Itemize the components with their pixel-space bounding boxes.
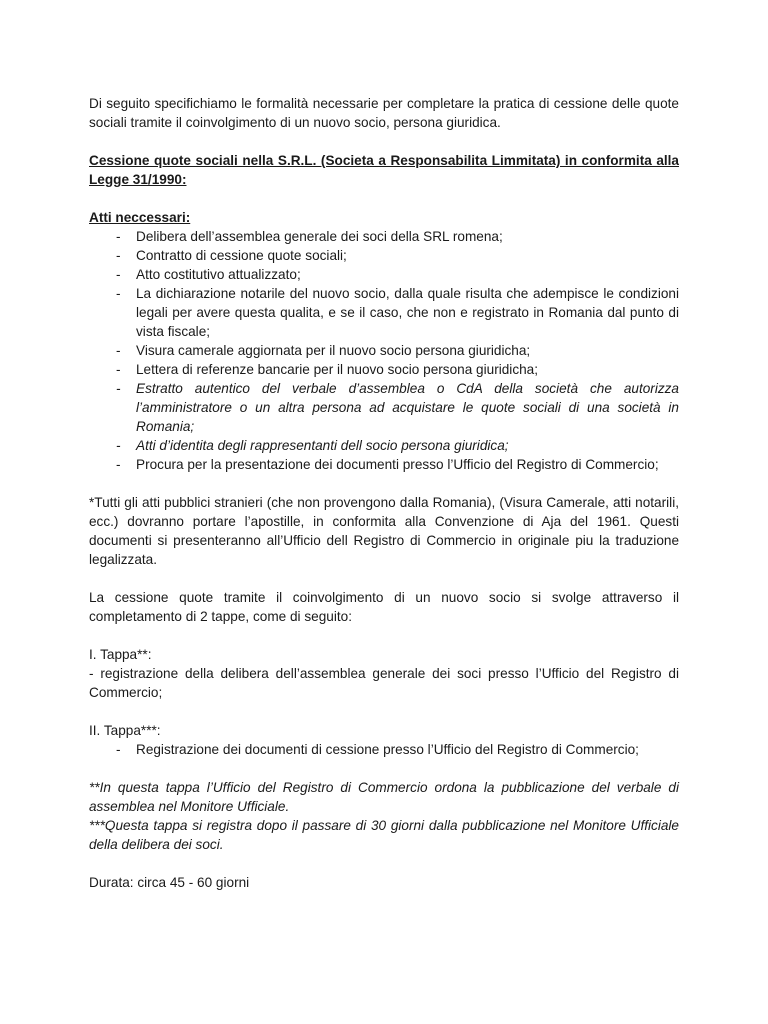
list-item: - Atto costitutivo attualizzato;	[89, 265, 679, 284]
foreign-acts-note: *Tutti gli atti pubblici stranieri (che non provengono dalla Romania), (Visura Camerale, atti notarili, ecc.) dovranno portare l’apostille, in conformita alla Convenzione di Aja del 1961. Questi documenti si presenteranno all’Ufficio dell Registro di Commercio in originale piu la traduzione legalizzata.	[89, 495, 679, 567]
footnote-tappa2: ***Questa tappa si registra dopo il passare di 30 giorni dalla pubblicazione nel Monitore Ufficiale della delibera dei soci.	[89, 818, 679, 852]
list-item: - Procura per la presentazione dei documenti presso l’Ufficio del Registro di Commercio;	[89, 455, 679, 474]
list-item: - Estratto autentico del verbale d’assemblea o CdA della società che autorizza l’amministratore o un altra persona ad acquistare le quote sociali di una società in Romania;	[89, 379, 679, 436]
list-item: - La dichiarazione notarile del nuovo socio, dalla quale risulta che adempisce le condizioni legali per avere questa qualita, e se il caso, che non e registrato in Romania dal punto di vista fiscale;	[89, 284, 679, 341]
tappa2-list	[89, 740, 679, 759]
tappa2-heading: II. Tappa***:	[89, 723, 161, 738]
durata-text: Durata: circa 45 - 60 giorni	[89, 875, 250, 890]
tappa1-text: - registrazione della delibera dell’assemblea generale dei soci presso l’Ufficio del Registro di Commercio;	[89, 666, 679, 700]
list-item: - Delibera dell’assemblea generale dei soci della SRL romena;	[89, 227, 679, 246]
footnote-tappa1: **In questa tappa l’Ufficio del Registro di Commercio ordona la pubblicazione del verbale di assemblea nel Monitore Ufficiale.	[89, 780, 679, 814]
atti-heading: Atti neccessari:	[89, 210, 191, 225]
list-item: - Lettera di referenze bancarie per il nuovo socio persona giuridicha;	[89, 360, 679, 379]
list-item: - Visura camerale aggiornata per il nuovo socio persona giuridicha;	[89, 341, 679, 360]
process-intro: La cessione quote tramite il coinvolgimento di un nuovo socio si svolge attraverso il completamento di 2 tappe, come di seguito:	[89, 590, 679, 624]
tappa1-heading: I. Tappa**:	[89, 647, 152, 662]
list-item: - Atti d’identita degli rappresentanti dell socio persona giuridica;	[89, 436, 679, 455]
section-title: Cessione quote sociali nella S.R.L. (Societa a Responsabilita Limmitata) in conformita alla Legge 31/1990:	[89, 153, 679, 187]
atti-list	[89, 227, 679, 474]
list-item: - Contratto di cessione quote sociali;	[89, 246, 679, 265]
intro-paragraph: Di seguito specifichiamo le formalità necessarie per completare la pratica di cessione delle quote sociali tramite il coinvolgimento di un nuovo socio, persona giuridica.	[89, 96, 679, 130]
document-body	[89, 94, 679, 892]
list-item: - Registrazione dei documenti di cessione presso l’Ufficio del Registro di Commercio;	[89, 740, 679, 759]
